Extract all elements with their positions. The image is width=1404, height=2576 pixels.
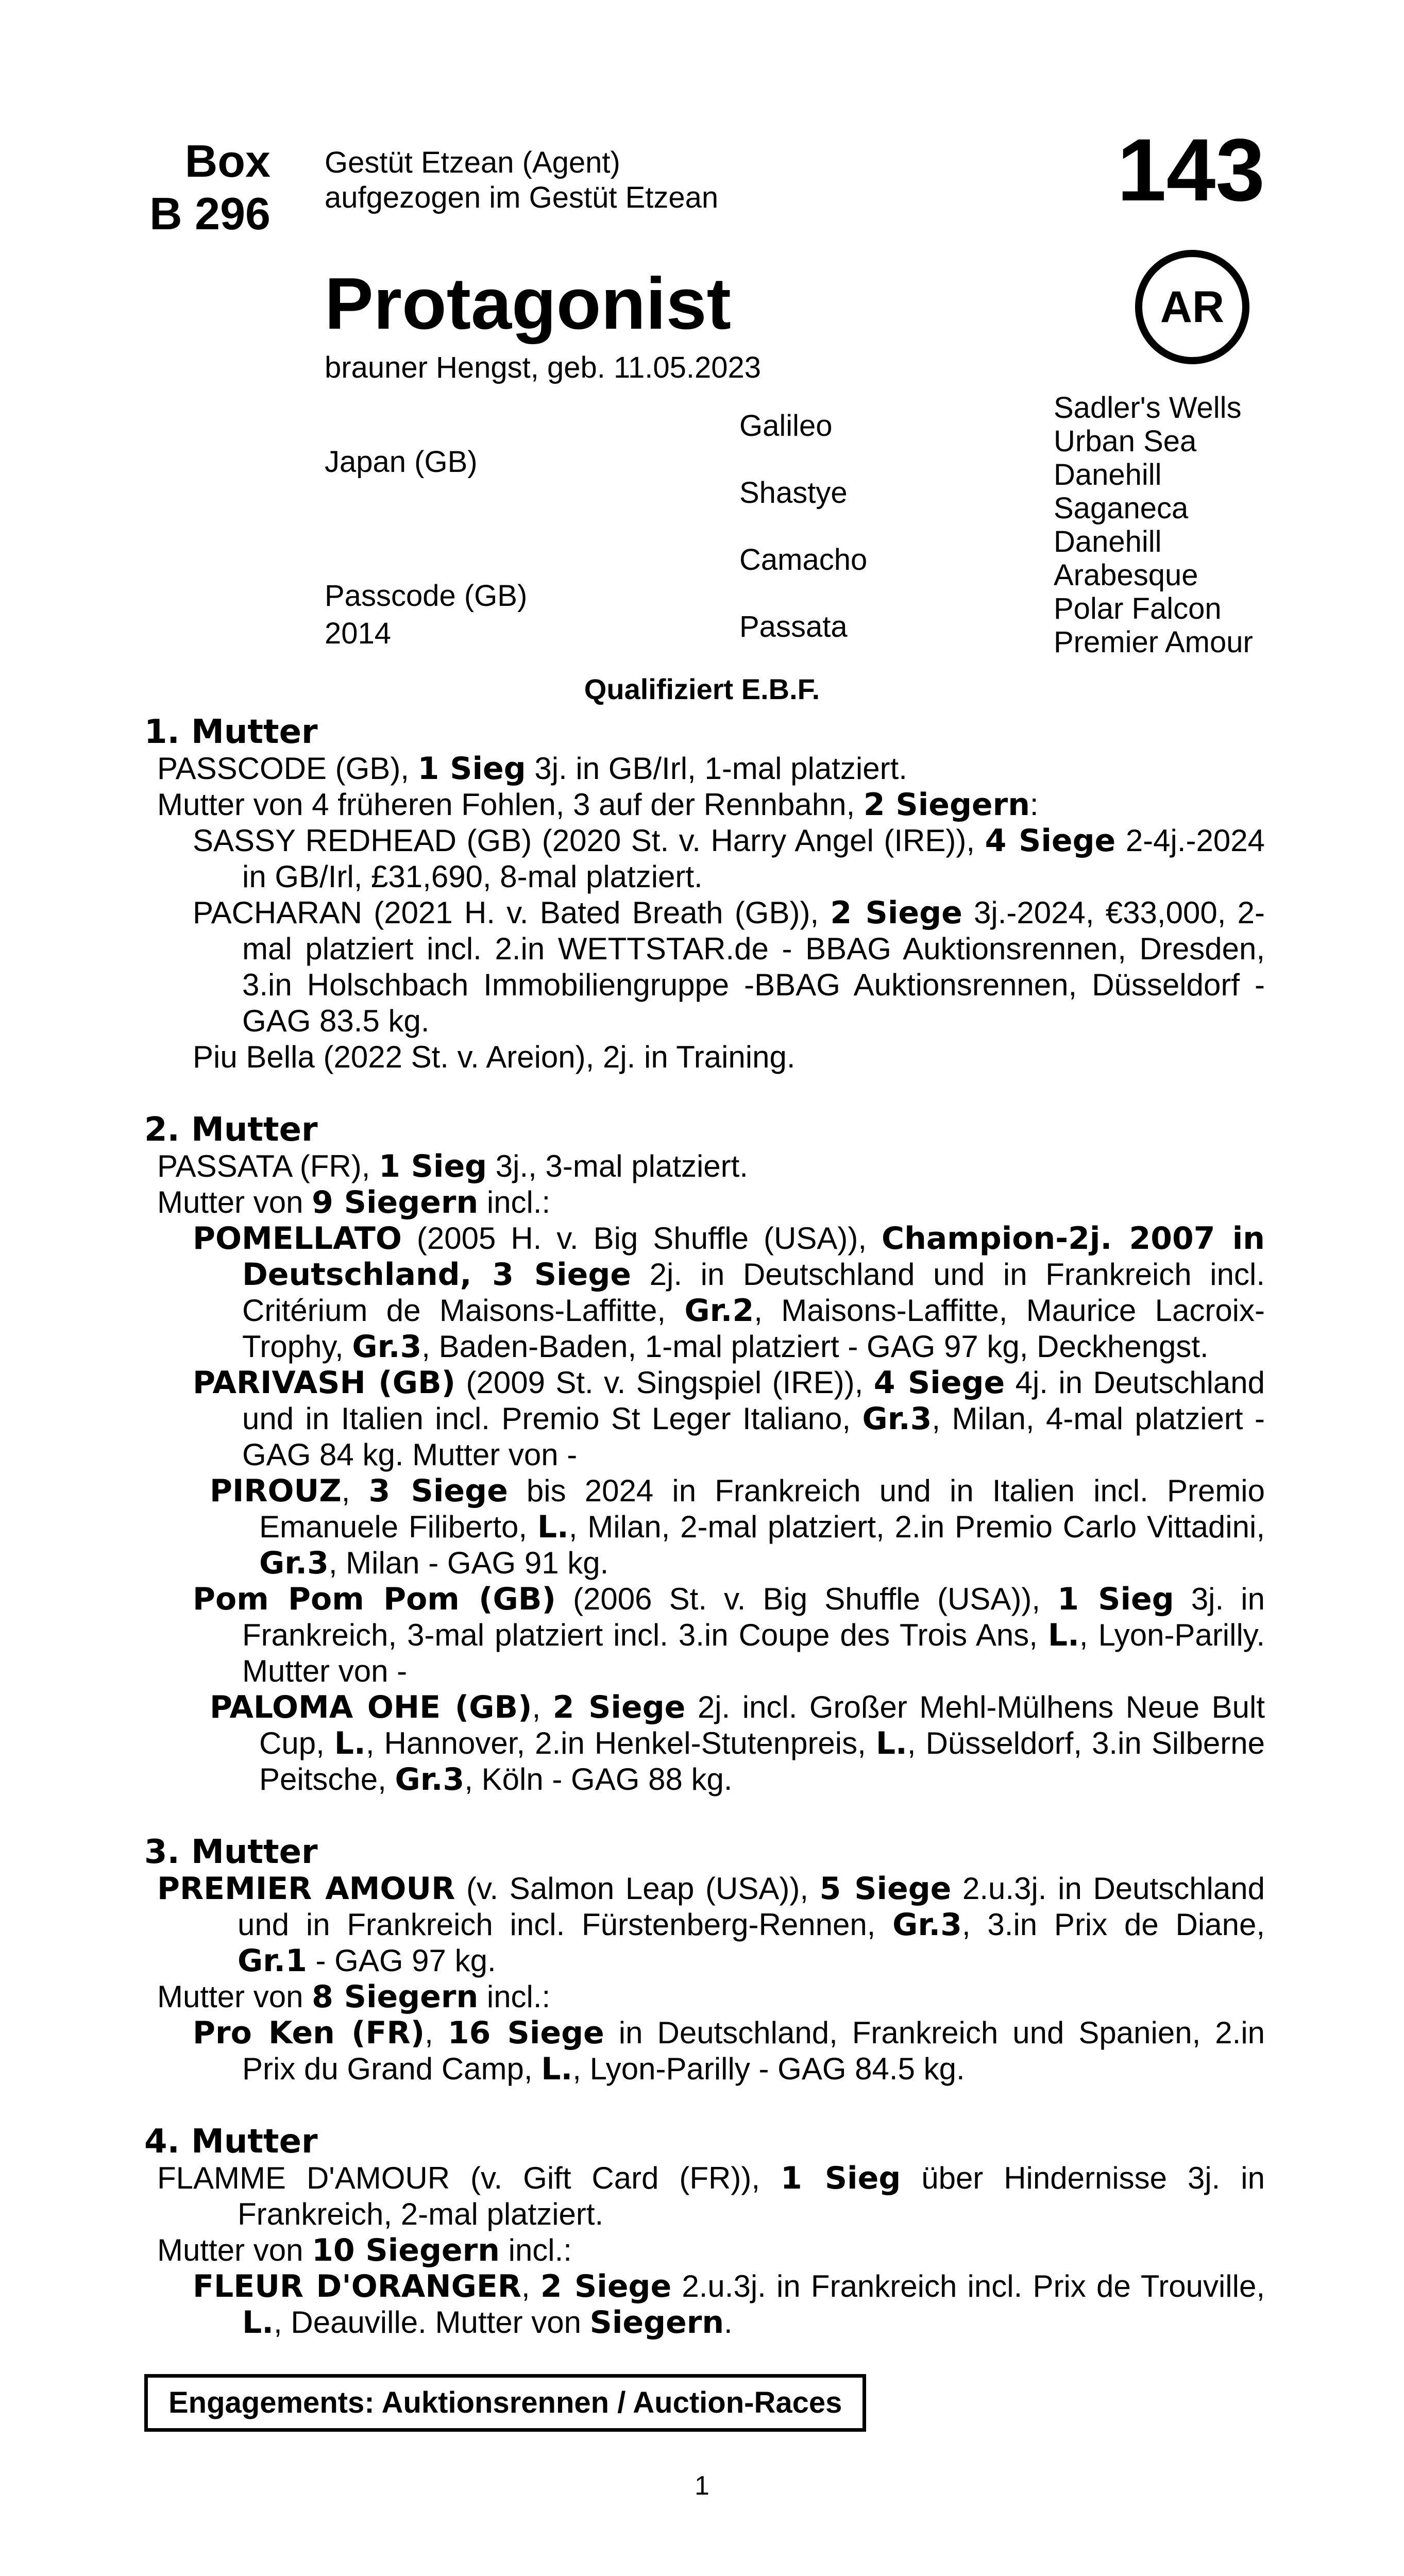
text-run: SASSY REDHEAD (GB) (2020 St. v. Harry Angel (IRE)), bbox=[193, 823, 985, 858]
bold-text: 1 Sieg bbox=[780, 2160, 901, 2196]
entry bbox=[157, 1221, 1265, 1365]
qualification: Qualifiziert E.B.F. bbox=[584, 673, 820, 705]
text-run: , bbox=[341, 1473, 369, 1508]
entry bbox=[157, 751, 1265, 787]
text-run: incl.: bbox=[478, 1979, 551, 2014]
engagements-box: Engagements: Auktionsrennen / Auction-Races bbox=[144, 2374, 866, 2432]
bold-text: 5 Siege bbox=[819, 1871, 952, 1907]
bold-text: 9 Siegern bbox=[312, 1184, 479, 1221]
text-run: 3j. in GB/Irl, 1-mal platziert. bbox=[526, 751, 907, 786]
bold-text: PIROUZ bbox=[210, 1473, 342, 1509]
entry bbox=[157, 1689, 1265, 1798]
ar-badge-text: AR bbox=[1160, 282, 1225, 332]
pedigree-sire: Japan (GB) bbox=[325, 445, 478, 479]
text-run: , Maisons-Laffitte, Maurice Lacroix-Trophy, bbox=[242, 1293, 1265, 1364]
entry bbox=[157, 1184, 1265, 1221]
pedigree-gen2: Camacho bbox=[739, 543, 868, 577]
family-text bbox=[144, 714, 1265, 2341]
text-run: , Lyon-Parilly - GAG 84.5 kg. bbox=[572, 2052, 965, 2086]
text-run: (2005 H. v. Big Shuffle (USA)), bbox=[401, 1221, 882, 1256]
horse-description: brauner Hengst, geb. 11.05.2023 bbox=[325, 351, 762, 384]
section-title: 4. Mutter bbox=[144, 2123, 318, 2161]
bold-text: 3 Siege bbox=[368, 1473, 508, 1509]
bold-text: Gr.3 bbox=[395, 1761, 465, 1798]
text-run: 3j. in Frankreich, 3-mal platziert incl. 3.in Coupe des Trois Ans, bbox=[242, 1582, 1265, 1652]
bold-text: L. bbox=[875, 1725, 907, 1761]
bold-text: POMELLATO bbox=[193, 1221, 402, 1257]
raised-at: aufgezogen im Gestüt Etzean bbox=[325, 181, 719, 214]
bold-text: Pro Ken (FR) bbox=[193, 2015, 425, 2051]
bold-text: L. bbox=[537, 1509, 569, 1545]
text-run: . bbox=[724, 2305, 733, 2340]
bold-text: Gr.3 bbox=[352, 1329, 422, 1365]
bold-text: 2 Siegern bbox=[863, 787, 1030, 823]
entry bbox=[157, 1871, 1265, 1979]
text-run: : bbox=[1029, 787, 1039, 822]
box-number: B 296 bbox=[149, 188, 270, 239]
pedigree-gen2: Galileo bbox=[739, 409, 833, 443]
text-run: , Lyon-Parilly. Mutter von - bbox=[242, 1618, 1265, 1688]
pedigree-gen2: Shastye bbox=[739, 476, 848, 510]
text-run: 2.u.3j. in Deutschland und in Frankreich incl. Fürstenberg-Rennen, bbox=[238, 1871, 1265, 1942]
pedigree-gen3: Urban Sea bbox=[1054, 425, 1197, 458]
pedigree-gen3: Danehill bbox=[1054, 525, 1162, 558]
text-run: , Milan, 2-mal platziert, 2.in Premio Carlo Vittadini, bbox=[568, 1510, 1265, 1544]
text-run: in Deutschland, Frankreich und Spanien, 2.in Prix du Grand Camp, bbox=[242, 2015, 1265, 2086]
bold-text: 4 Siege bbox=[873, 1365, 1005, 1401]
box-word: Box bbox=[184, 135, 270, 187]
text-run: Mutter von bbox=[157, 1185, 312, 1219]
text-run: PASSCODE (GB), bbox=[157, 751, 418, 786]
bold-text: Champion-2j. 2007 in Deutschland, 3 Siege bbox=[242, 1221, 1265, 1293]
entry bbox=[157, 1581, 1265, 1689]
entry bbox=[157, 823, 1265, 895]
text-run: , Milan, 4-mal platziert - GAG 84 kg. Mutter von - bbox=[242, 1401, 1265, 1472]
text-run: , Hannover, 2.in Henkel-Stutenpreis, bbox=[365, 1726, 876, 1760]
entry bbox=[157, 2268, 1265, 2341]
entry bbox=[157, 787, 1265, 823]
text-run: (v. Salmon Leap (USA)), bbox=[455, 1871, 820, 1906]
bold-text: 1 Sieg bbox=[417, 751, 526, 787]
text-run: , bbox=[521, 2269, 540, 2303]
bold-text: 1 Sieg bbox=[1057, 1581, 1174, 1617]
text-run: PACHARAN (2021 H. v. Bated Breath (GB)), bbox=[193, 895, 831, 930]
text-run: über Hindernisse 3j. in Frankreich, 2-mal platziert. bbox=[238, 2161, 1265, 2231]
bold-text: Gr.2 bbox=[684, 1293, 754, 1329]
entry bbox=[157, 895, 1265, 1039]
text-run: , Köln - GAG 88 kg. bbox=[464, 1762, 733, 1797]
text-run: (2006 St. v. Big Shuffle (USA)), bbox=[555, 1582, 1058, 1616]
bold-text: FLEUR D'ORANGER bbox=[193, 2268, 522, 2304]
text-run: incl.: bbox=[478, 1185, 551, 1219]
horse-name: Protagonist bbox=[325, 263, 731, 345]
pedigree-gen2: Passata bbox=[739, 610, 848, 643]
bold-text: 16 Siege bbox=[447, 2015, 604, 2051]
text-run: 2j. in Deutschland und in Frankreich incl. Critérium de Maisons-Laffitte, bbox=[242, 1257, 1265, 1328]
box-label bbox=[119, 135, 270, 240]
pedigree-dam-year: 2014 bbox=[325, 617, 392, 650]
section-title: 2. Mutter bbox=[144, 1111, 318, 1149]
entry bbox=[157, 1148, 1265, 1184]
text-run: FLAMME D'AMOUR (v. Gift Card (FR)), bbox=[157, 2161, 781, 2195]
entry bbox=[157, 1039, 1265, 1075]
entry bbox=[157, 2015, 1265, 2087]
bold-text: 2 Siege bbox=[830, 895, 962, 931]
pedigree-gen3: Sadler's Wells bbox=[1054, 391, 1242, 425]
text-run: 3j., 3-mal platziert. bbox=[487, 1149, 748, 1183]
bold-text: Siegern bbox=[589, 2304, 724, 2341]
entry bbox=[157, 2160, 1265, 2232]
page-number: 1 bbox=[695, 2471, 709, 2501]
bold-text: 4 Siege bbox=[985, 823, 1116, 859]
ar-badge bbox=[1135, 250, 1249, 364]
bold-text: 2 Siege bbox=[552, 1689, 686, 1725]
bold-text: PREMIER AMOUR bbox=[157, 1871, 455, 1907]
bold-text: L. bbox=[334, 1725, 366, 1761]
pedigree-gen3: Premier Amour bbox=[1054, 625, 1253, 659]
text-run: , Baden-Baden, 1-mal platziert - GAG 97 kg, Deckhengst. bbox=[421, 1329, 1209, 1364]
section-title: 3. Mutter bbox=[144, 1833, 318, 1871]
entry bbox=[157, 2232, 1265, 2268]
entry bbox=[157, 1979, 1265, 2015]
text-run: Piu Bella (2022 St. v. Areion), 2j. in Training. bbox=[193, 1040, 796, 1074]
bold-text: Pom Pom Pom (GB) bbox=[193, 1581, 556, 1617]
text-run: , Düsseldorf, 3.in Silberne Peitsche, bbox=[259, 1726, 1265, 1797]
text-run: Mutter von bbox=[157, 2233, 312, 2267]
entry bbox=[157, 1365, 1265, 1473]
bold-text: 2 Siege bbox=[540, 2268, 672, 2304]
section-title: 1. Mutter bbox=[144, 713, 318, 751]
text-run: , bbox=[532, 1690, 553, 1724]
text-run: PASSATA (FR), bbox=[157, 1149, 379, 1183]
bold-text: Gr.1 bbox=[238, 1943, 307, 1979]
bold-text: 1 Sieg bbox=[379, 1148, 487, 1184]
text-run: 2-4j.-2024 in GB/Irl, £31,690, 8-mal platziert. bbox=[242, 823, 1265, 894]
bold-text: L. bbox=[242, 2304, 274, 2341]
text-run: - GAG 97 kg. bbox=[307, 1943, 496, 1978]
text-run: 2j. incl. Großer Mehl-Mülhens Neue Bult Cup, bbox=[259, 1690, 1265, 1760]
pedigree-gen3: Danehill bbox=[1054, 458, 1162, 492]
pedigree-dam: Passcode (GB) bbox=[325, 579, 528, 613]
bold-text: PARIVASH (GB) bbox=[193, 1365, 456, 1401]
text-run: 2.u.3j. in Frankreich incl. Prix de Trouville, bbox=[671, 2269, 1265, 2303]
text-run: Mutter von 4 früheren Fohlen, 3 auf der Rennbahn, bbox=[157, 787, 864, 822]
text-run: bis 2024 in Frankreich und in Italien incl. Premio Emanuele Filiberto, bbox=[259, 1473, 1265, 1544]
text-run: incl.: bbox=[499, 2233, 572, 2267]
text-run: (2009 St. v. Singspiel (IRE)), bbox=[455, 1365, 874, 1400]
lot-number: 143 bbox=[1117, 121, 1265, 219]
text-run: , 3.in Prix de Diane, bbox=[961, 1907, 1265, 1942]
bold-text: L. bbox=[1047, 1617, 1079, 1653]
bold-text: 8 Siegern bbox=[312, 1979, 479, 2015]
bold-text: L. bbox=[541, 2051, 573, 2087]
bold-text: Gr.3 bbox=[862, 1401, 932, 1437]
bold-text: Gr.3 bbox=[892, 1907, 962, 1943]
pedigree-gen3: Saganeca bbox=[1054, 492, 1189, 525]
text-run: 4j. in Deutschland und in Italien incl. Premio St Leger Italiano, bbox=[242, 1365, 1265, 1436]
consignor-block bbox=[325, 145, 718, 215]
pedigree-gen3: Arabesque bbox=[1054, 558, 1198, 592]
pedigree-gen3: Polar Falcon bbox=[1054, 592, 1222, 625]
text-run: , Milan - GAG 91 kg. bbox=[328, 1546, 609, 1580]
consignor: Gestüt Etzean (Agent) bbox=[325, 146, 620, 179]
text-run: Mutter von bbox=[157, 1979, 312, 2014]
bold-text: Gr.3 bbox=[259, 1545, 329, 1581]
bold-text: PALOMA OHE (GB) bbox=[210, 1689, 532, 1725]
bold-text: 10 Siegern bbox=[312, 2232, 500, 2268]
text-run: , Deauville. Mutter von bbox=[274, 2305, 590, 2340]
text-run: 3j.-2024, €33,000, 2-mal platziert incl. 2.in WETTSTAR.de - BBAG Auktionsrennen, Dresden, 3.in Holschbach Immobiliengruppe -BBAG Auktionsrennen, Düsseldorf - GAG 83.5 kg. bbox=[242, 895, 1265, 1038]
text-run: , bbox=[425, 2015, 448, 2050]
entry bbox=[157, 1473, 1265, 1581]
